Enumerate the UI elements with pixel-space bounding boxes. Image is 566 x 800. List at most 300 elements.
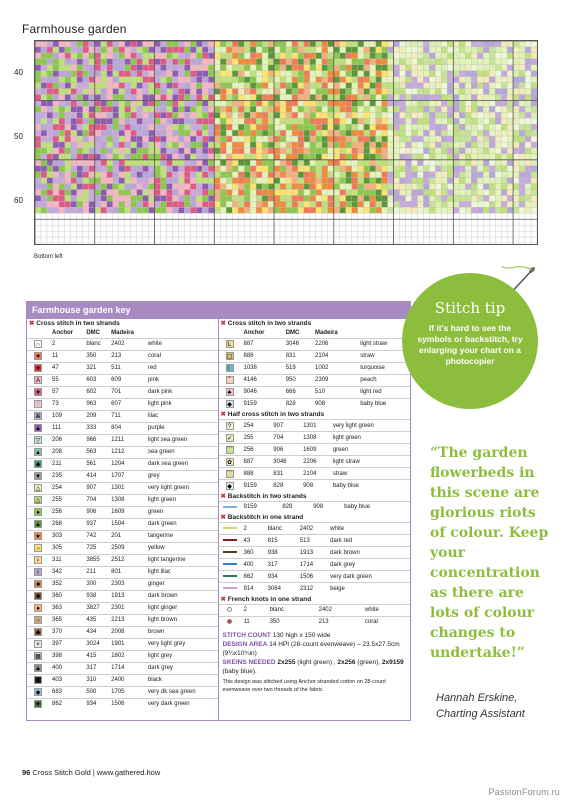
- chart-cell: [113, 142, 119, 148]
- key-table-right: [219, 328, 411, 410]
- chart-cell: [71, 154, 77, 160]
- chart-cell: [143, 136, 149, 142]
- chart-cell: [149, 201, 155, 207]
- chart-cell: [244, 142, 250, 148]
- chart-cell: [59, 148, 65, 154]
- chart-cell: [423, 136, 429, 142]
- chart-cell: [196, 41, 202, 47]
- chart-cell: [125, 65, 131, 71]
- chart-cell: [346, 207, 352, 213]
- chart-cell: [507, 100, 513, 106]
- chart-cell: [250, 77, 256, 83]
- chart-cell: [507, 94, 513, 100]
- key-symbol: [27, 686, 49, 698]
- chart-cell: [423, 94, 429, 100]
- chart-cell: [525, 201, 531, 207]
- chart-cell: [352, 41, 358, 47]
- chart-cell: [322, 231, 328, 237]
- chart-cell: [256, 106, 262, 112]
- chart-cell: [304, 106, 310, 112]
- chart-cell: [358, 100, 364, 106]
- chart-cell: [89, 106, 95, 112]
- chart-cell: [89, 190, 95, 196]
- chart-cell: [435, 77, 441, 83]
- chart-cell: [513, 166, 519, 172]
- chart-cell: [471, 118, 477, 124]
- chart-cell: [166, 142, 172, 148]
- chart-cell: [525, 207, 531, 213]
- chart-cell: [274, 89, 280, 95]
- chart-cell: [250, 130, 256, 136]
- chart-cell: [196, 89, 202, 95]
- chart-cell: [394, 71, 400, 77]
- chart-cell: [190, 59, 196, 65]
- chart-cell: [113, 178, 119, 184]
- chart-cell: [441, 207, 447, 213]
- chart-cell: [244, 100, 250, 106]
- chart-cell: [322, 77, 328, 83]
- chart-cell: [328, 112, 334, 118]
- chart-cell: [83, 178, 89, 184]
- chart-cell: [107, 237, 113, 243]
- chart-cell: [280, 130, 286, 136]
- chart-cell: [358, 219, 364, 225]
- chart-cell: [394, 172, 400, 178]
- chart-cell: [250, 89, 256, 95]
- chart-cell: [489, 190, 495, 196]
- chart-cell: [59, 89, 65, 95]
- chart-cell: [304, 207, 310, 213]
- chart-cell: [89, 225, 95, 231]
- chart-cell: [412, 225, 418, 231]
- key-madeira: 510: [312, 386, 357, 398]
- chart-cell: [220, 130, 226, 136]
- chart-cell: [262, 59, 268, 65]
- chart-cell: [453, 207, 459, 213]
- chart-cell: [71, 41, 77, 47]
- chart-cell: [328, 130, 334, 136]
- chart-cell: [459, 195, 465, 201]
- chart-cell: [304, 225, 310, 231]
- chart-cell: [286, 94, 292, 100]
- key-anchor: 370: [49, 626, 83, 638]
- chart-cell: [501, 89, 507, 95]
- chart-cell: [483, 190, 489, 196]
- chart-cell: [89, 53, 95, 59]
- chart-cell: [525, 148, 531, 154]
- chart-cell: [119, 65, 125, 71]
- chart-cell: [274, 59, 280, 65]
- chart-cell: [47, 94, 53, 100]
- chart-cell: [406, 136, 412, 142]
- chart-cell: [382, 59, 388, 65]
- chart-cell: [453, 112, 459, 118]
- chart-cell: [280, 106, 286, 112]
- chart-cell: [268, 112, 274, 118]
- chart-cell: [459, 160, 465, 166]
- key-anchor: 255: [241, 432, 271, 444]
- chart-cell: [340, 178, 346, 184]
- chart-cell: [286, 207, 292, 213]
- chart-cell: [196, 106, 202, 112]
- chart-cell: [256, 219, 262, 225]
- chart-cell: [412, 231, 418, 237]
- backstitch-line-swatch: [223, 539, 237, 541]
- chart-cell: [161, 89, 167, 95]
- chart-cell: [364, 172, 370, 178]
- chart-cell: [507, 77, 513, 83]
- chart-cell: [250, 207, 256, 213]
- chart-cell: [35, 59, 41, 65]
- chart-cell: [406, 172, 412, 178]
- chart-cell: [143, 100, 149, 106]
- chart-cell: [471, 213, 477, 219]
- chart-cell: [340, 207, 346, 213]
- key-right-column: [219, 319, 411, 720]
- chart-cell: [53, 201, 59, 207]
- chart-cell: [113, 237, 119, 243]
- chart-cell: [352, 118, 358, 124]
- chart-cell: [286, 89, 292, 95]
- chart-cell: [358, 148, 364, 154]
- chart-cell: [65, 71, 71, 77]
- chart-cell: [292, 148, 298, 154]
- chart-cell: [238, 118, 244, 124]
- chart-cell: [417, 71, 423, 77]
- chart-cell: [268, 130, 274, 136]
- chart-cell: [95, 47, 101, 53]
- chart-cell: [316, 154, 322, 160]
- chart-cell: [71, 190, 77, 196]
- chart-cell: [453, 65, 459, 71]
- chart-cell: [376, 118, 382, 124]
- chart-cell: [453, 41, 459, 47]
- chart-cell: [59, 160, 65, 166]
- chart-cell: [101, 231, 107, 237]
- chart-cell: [83, 77, 89, 83]
- chart-cell: [101, 154, 107, 160]
- chart-cell: [35, 195, 41, 201]
- key-symbol: [219, 456, 241, 468]
- chart-cell: [376, 124, 382, 130]
- chart-cell: [101, 201, 107, 207]
- chart-cell: [435, 71, 441, 77]
- chart-cell: [417, 83, 423, 89]
- chart-cell: [376, 154, 382, 160]
- key-name: yellow: [145, 542, 218, 554]
- chart-cell: [166, 148, 172, 154]
- key-row: [219, 583, 411, 595]
- key-name: white: [145, 338, 218, 350]
- chart-cell: [412, 213, 418, 219]
- chart-cell: [453, 213, 459, 219]
- key-madeira: 1714: [297, 559, 327, 571]
- chart-cell: [220, 178, 226, 184]
- chart-cell: [388, 201, 394, 207]
- chart-cell: [495, 59, 501, 65]
- chart-cell: [71, 112, 77, 118]
- stitch-count-label: STITCH COUNT: [222, 632, 271, 639]
- chart-cell: [280, 53, 286, 59]
- chart-cell: [400, 225, 406, 231]
- chart-cell: [47, 130, 53, 136]
- key-name: purple: [145, 422, 218, 434]
- chart-cell: [77, 184, 83, 190]
- key-anchor: 887: [241, 338, 283, 350]
- chart-cell: [155, 83, 161, 89]
- key-dmc: 603: [83, 374, 108, 386]
- chart-cell: [298, 83, 304, 89]
- chart-cell: [304, 112, 310, 118]
- chart-cell: [208, 112, 214, 118]
- chart-cell: [513, 130, 519, 136]
- chart-cell: [507, 201, 513, 207]
- chart-cell: [304, 118, 310, 124]
- chart-cell: [370, 83, 376, 89]
- chart-cell: [525, 237, 531, 243]
- chart-cell: [519, 83, 525, 89]
- key-madeira: 2402: [108, 338, 145, 350]
- chart-cell: [155, 148, 161, 154]
- chart-cell: [280, 124, 286, 130]
- chart-cell: [429, 213, 435, 219]
- chart-cell: [113, 219, 119, 225]
- key-dmc: 815: [265, 535, 297, 547]
- chart-cell: [196, 160, 202, 166]
- chart-cell: [244, 237, 250, 243]
- chart-cell: [47, 77, 53, 83]
- chart-cell: [489, 47, 495, 53]
- skeins-c-text: (baby blue).: [222, 668, 257, 675]
- chart-cell: [226, 237, 232, 243]
- chart-cell: [226, 225, 232, 231]
- chart-cell: [459, 213, 465, 219]
- chart-cell: [477, 184, 483, 190]
- chart-cell: [525, 231, 531, 237]
- key-row: [27, 374, 218, 386]
- chart-cell: [483, 148, 489, 154]
- key-symbol: [219, 362, 241, 374]
- chart-cell: [256, 77, 262, 83]
- chart-cell: [495, 207, 501, 213]
- chart-cell: [340, 154, 346, 160]
- chart-cell: [513, 207, 519, 213]
- chart-cell: [131, 160, 137, 166]
- chart-cell: [202, 219, 208, 225]
- chart-cell: [531, 112, 537, 118]
- stitch-count: [219, 628, 411, 676]
- chart-cell: [208, 83, 214, 89]
- chart-cell: [208, 201, 214, 207]
- chart-cell: [77, 231, 83, 237]
- chart-cell: [531, 100, 537, 106]
- chart-cell: [119, 231, 125, 237]
- chart-cell: [280, 112, 286, 118]
- key-symbol: [27, 386, 49, 398]
- chart-cell: [489, 41, 495, 47]
- chart-cell: [340, 237, 346, 243]
- chart-cell: [328, 154, 334, 160]
- chart-cell: [238, 112, 244, 118]
- chart-cell: [292, 124, 298, 130]
- chart-cell: [507, 190, 513, 196]
- chart-cell: [250, 225, 256, 231]
- chart-cell: [477, 213, 483, 219]
- chart-cell: [166, 160, 172, 166]
- chart-cell: [316, 207, 322, 213]
- chart-cell: [166, 89, 172, 95]
- chart-cell: [53, 225, 59, 231]
- chart-cell: [125, 237, 131, 243]
- key-dmc: 317: [265, 559, 297, 571]
- chart-cell: [161, 77, 167, 83]
- chart-cell: [298, 100, 304, 106]
- key-name: coral: [145, 350, 218, 362]
- chart-cell: [334, 53, 340, 59]
- chart-cell: [196, 184, 202, 190]
- chart-cell: [238, 160, 244, 166]
- chart-cell: [471, 136, 477, 142]
- chart-cell: [292, 154, 298, 160]
- chart-cell: [352, 148, 358, 154]
- chart-cell: [83, 47, 89, 53]
- chart-cell: [507, 41, 513, 47]
- chart-cell: [226, 118, 232, 124]
- backstitch-line-swatch: [223, 551, 237, 553]
- chart-cell: [113, 213, 119, 219]
- chart-cell: [364, 213, 370, 219]
- chart-cell: [429, 53, 435, 59]
- key-anchor: 11: [49, 350, 83, 362]
- skeins-a-text: (light green) ,: [295, 659, 338, 666]
- chart-cell: [477, 94, 483, 100]
- chart-cell: [280, 190, 286, 196]
- chart-cell: [298, 207, 304, 213]
- chart-cell: [519, 195, 525, 201]
- key-symbol: [27, 578, 49, 590]
- chart-cell: [406, 89, 412, 95]
- chart-cell: [250, 100, 256, 106]
- chart-cell: [220, 124, 226, 130]
- chart-cell: [250, 71, 256, 77]
- chart-cell: [417, 77, 423, 83]
- chart-cell: [190, 142, 196, 148]
- key-symbol: [27, 338, 49, 350]
- chart-cell: [477, 195, 483, 201]
- chart-cell: [465, 142, 471, 148]
- chart-cell: [149, 71, 155, 77]
- chart-cell: [471, 231, 477, 237]
- chart-cell: [364, 100, 370, 106]
- chart-cell: [412, 154, 418, 160]
- chart-cell: [298, 53, 304, 59]
- chart-cell: [113, 130, 119, 136]
- chart-cell: [196, 178, 202, 184]
- chart-cell: [214, 166, 220, 172]
- chart-cell: [53, 118, 59, 124]
- chart-cell: [172, 142, 178, 148]
- chart-cell: [465, 154, 471, 160]
- chart-cell: [53, 207, 59, 213]
- chart-cell: [489, 201, 495, 207]
- chart-cell: [525, 219, 531, 225]
- chart-cell: [412, 178, 418, 184]
- chart-cell: [477, 89, 483, 95]
- chart-cell: [53, 166, 59, 172]
- chart-cell: [83, 160, 89, 166]
- chart-cell: [166, 184, 172, 190]
- chart-cell: [262, 172, 268, 178]
- color-swatch: ▦: [35, 654, 41, 660]
- chart-cell: [388, 77, 394, 83]
- chart-cell: [77, 142, 83, 148]
- key-madeira: 2104: [300, 468, 330, 480]
- chart-cell: [268, 225, 274, 231]
- chart-cell: [531, 65, 537, 71]
- chart-cell: [89, 195, 95, 201]
- chart-cell: [531, 178, 537, 184]
- section-half-cross: ✖ Half cross stitch in two strands: [220, 411, 325, 418]
- chart-cell: [190, 118, 196, 124]
- chart-cell: [519, 100, 525, 106]
- chart-cell: [346, 59, 352, 65]
- chart-cell: [459, 184, 465, 190]
- chart-cell: [77, 172, 83, 178]
- chart-cell: [113, 53, 119, 59]
- key-madeira: 1802: [108, 650, 145, 662]
- chart-cell: [525, 77, 531, 83]
- chart-cell: [417, 148, 423, 154]
- chart-cell: [202, 160, 208, 166]
- chart-cell: [274, 154, 280, 160]
- chart-cell: [328, 237, 334, 243]
- chart-cell: [465, 41, 471, 47]
- chart-cell: [364, 160, 370, 166]
- chart-cell: [394, 231, 400, 237]
- chart-cell: [119, 172, 125, 178]
- chart-cell: [507, 148, 513, 154]
- chart-cell: [322, 225, 328, 231]
- key-symbol: [27, 470, 49, 482]
- chart-cell: [226, 142, 232, 148]
- chart-cell: [202, 184, 208, 190]
- chart-cell: [77, 124, 83, 130]
- key-madeira: 609: [108, 374, 145, 386]
- chart-cell: [483, 77, 489, 83]
- chart-cell: [477, 47, 483, 53]
- chart-cell: [214, 59, 220, 65]
- chart-cell: [382, 89, 388, 95]
- chart-cell: [274, 172, 280, 178]
- chart-cell: [208, 100, 214, 106]
- chart-cell: [388, 130, 394, 136]
- chart-cell: [184, 136, 190, 142]
- chart-cell: [83, 94, 89, 100]
- chart-cell: [507, 136, 513, 142]
- chart-cell: [388, 83, 394, 89]
- chart-cell: [119, 160, 125, 166]
- chart-cell: [226, 89, 232, 95]
- chart-cell: [322, 160, 328, 166]
- chart-cell: [334, 47, 340, 53]
- chart-cell: [519, 77, 525, 83]
- chart-cell: [101, 41, 107, 47]
- chart-cell: [71, 213, 77, 219]
- color-swatch: △: [35, 498, 41, 504]
- chart-cell: [471, 201, 477, 207]
- chart-cell: [495, 47, 501, 53]
- chart-cell: [53, 112, 59, 118]
